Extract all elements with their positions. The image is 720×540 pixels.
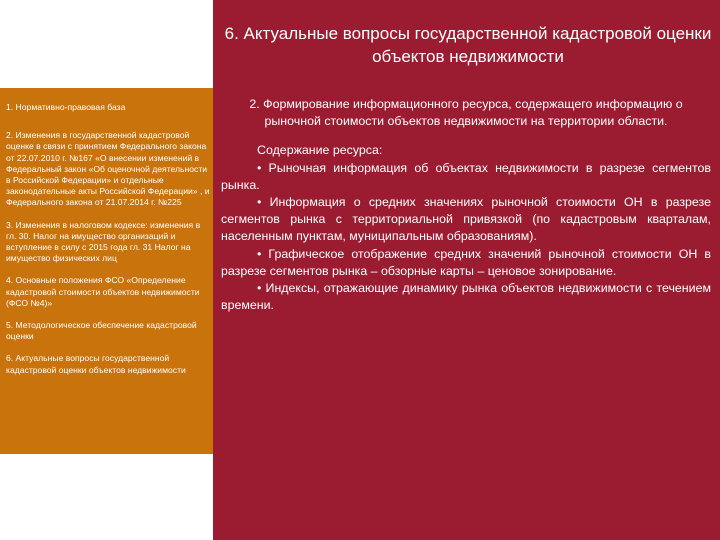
content-intro: Содержание ресурса:	[257, 143, 383, 158]
sidebar-list	[6, 102, 210, 387]
sidebar-blank	[0, 454, 213, 540]
sidebar-item-3[interactable]: 3. Изменения в налоговом кодексе: изменения в гл. 30. Налог на имущество организаций и вступление в силу с 2015 года гл. 31 Налог на имущество физических лиц	[6, 219, 201, 264]
content-bullet-2: • Информация о средних значениях рыночной стоимости ОН в разрезе сегментов рынка с территориальной привязкой (по кадастровым кварталам, населенным пунктам, муниципальным образованиям).	[221, 195, 711, 244]
sidebar-item-5[interactable]: 5. Методологическое обеспечение кадастровой оценки	[6, 320, 197, 342]
content-bullet-4: • Индексы, отражающие динамику рынка объектов недвижимости с течением времени.	[221, 281, 711, 313]
slide-title: 6. Актуальные вопросы государственной кадастровой оценки объектов недвижимости	[224, 24, 712, 66]
sidebar-item-4[interactable]: 4. Основные положения ФСО «Определение кадастровой стоимости объектов недвижимости (ФСО №4)»	[6, 275, 200, 308]
sidebar-item-1[interactable]: 1. Нормативно-правовая база	[6, 102, 126, 112]
sidebar-item-6[interactable]: 6. Актуальные вопросы государственной кадастровой оценки объектов недвижимости	[6, 353, 186, 375]
content-heading: 2. Формирование информационного ресурса, содержащего информацию о рыночной стоимости объектов недвижимости на территории области.	[249, 97, 683, 129]
header-blank	[0, 0, 213, 88]
content-body	[221, 96, 711, 314]
sidebar-item-2[interactable]: 2. Изменения в государственной кадастровой оценке в связи с принятием Федерального закона от 22.07.2010 г. №167 «О внесении изменений в Федеральный закон «Об оценочной деятельности в Российской Федерации» и отдельные законодательные акты Российской Федерации» , и Федерального закона от 21.07.2014 г. №225	[6, 130, 210, 208]
content-bullet-3: • Графическое отображение средних значений рыночной стоимости ОН в разрезе сегментов рынка – обзорные карты – ценовое зонирование.	[221, 246, 711, 278]
content-bullet-1: • Рыночная информация об объектах недвижимости в разрезе сегментов рынка.	[221, 160, 711, 192]
